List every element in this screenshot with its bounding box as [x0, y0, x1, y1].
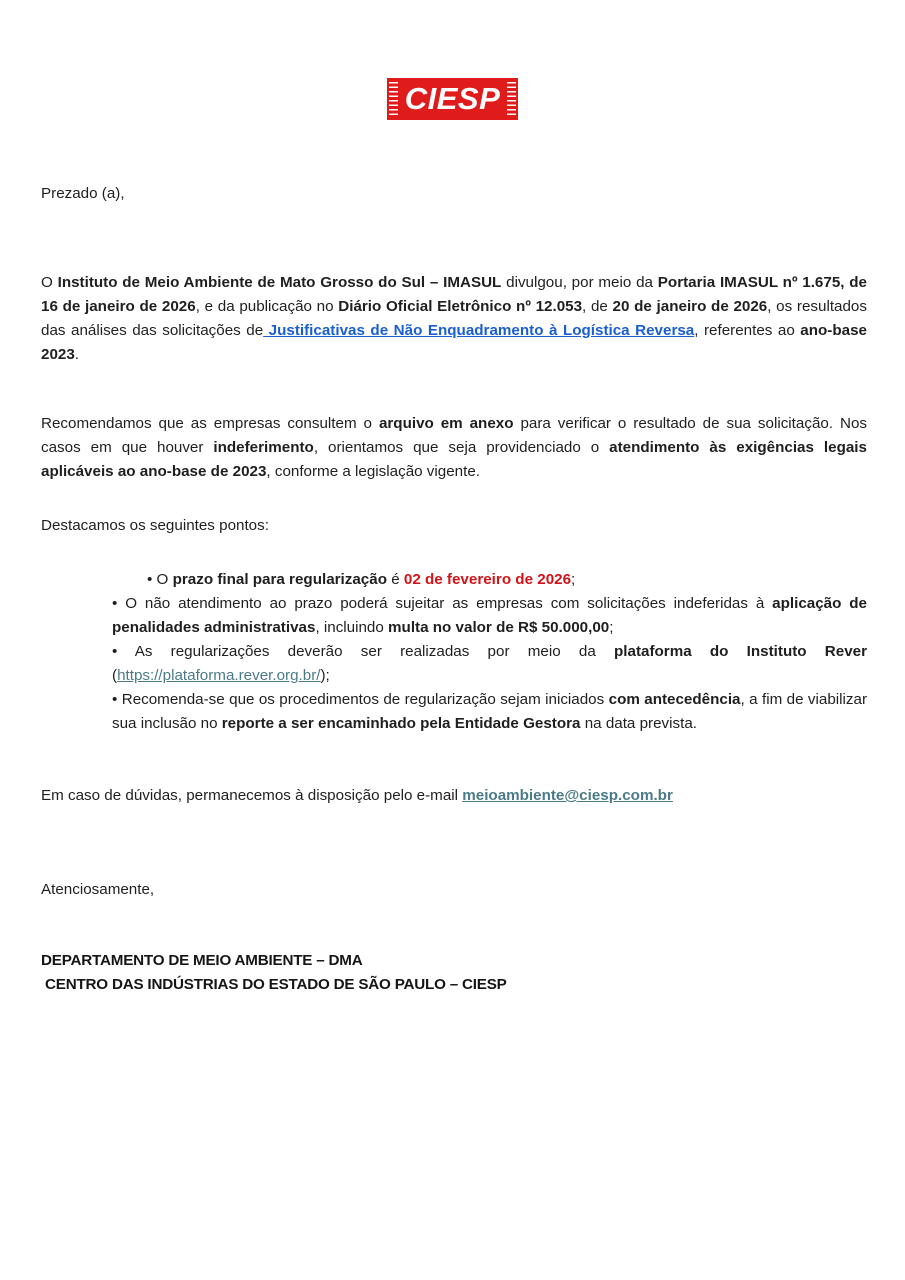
list-item: [107, 592, 867, 640]
b4-text-1: Recomenda-se que os procedimentos de regularização sejam iniciados: [117, 691, 609, 709]
p2-bold-anexo: arquivo em anexo: [378, 415, 514, 433]
b4-text-3: na data prevista.: [580, 715, 697, 733]
p2-text-4: , conforme a legislação vigente.: [266, 463, 480, 481]
b2-text-3: ;: [609, 619, 614, 637]
logo-stripes-left-icon: [389, 82, 398, 116]
link-email-meioambiente[interactable]: meioambiente@ciesp.com.br: [462, 787, 673, 805]
list-item: [107, 640, 867, 688]
p2-text-1: Recomendamos que as empresas consultem o: [41, 415, 379, 433]
link-plataforma-rever[interactable]: https://plataforma.rever.org.br/: [117, 667, 321, 685]
logo-wordmark: CIESP: [404, 81, 501, 116]
p1-text-4: , de: [582, 298, 613, 316]
b1-text-2: é: [386, 571, 404, 589]
signature-department: DEPARTAMENTO DE MEIO AMBIENTE – DMA: [41, 952, 363, 970]
p1-text-2: divulgou, por meio da: [501, 274, 658, 292]
b3-text-1: As regularizações deverão ser realizadas por meio da: [117, 643, 615, 661]
p1-text-5: , os resultados das análises das solicitações de: [41, 298, 867, 340]
closing-text: Atenciosamente,: [41, 881, 155, 899]
p2-bold-exigencias: atendimento às exigências legais aplicáveis ao ano-base de 2023: [41, 439, 867, 481]
p1-bold-data: 20 de janeiro de 2026: [612, 298, 768, 316]
b1-bold-prazo: prazo final para regularização: [172, 571, 387, 589]
p1-bold-anobase: ano-base 2023: [41, 322, 867, 364]
b4-bold-antecedencia: com antecedência: [608, 691, 741, 709]
signature-organization: CENTRO DAS INDÚSTRIAS DO ESTADO DE SÃO PAULO – CIESP: [45, 975, 507, 993]
paragraph-recomendacao: [41, 412, 867, 484]
bullet-marker-icon: •: [112, 595, 118, 613]
ciesp-logo: [387, 78, 519, 120]
list-item: [107, 688, 867, 736]
p2-bold-indeferimento: indeferimento: [213, 439, 314, 457]
bullet-marker-icon: •: [112, 643, 118, 661]
list-item: [107, 568, 867, 592]
p1-text-7: .: [74, 346, 80, 364]
p1-text-6: , referentes ao: [694, 322, 801, 340]
paragraph-contato: [41, 784, 867, 808]
greeting-text: Prezado (a),: [41, 185, 125, 202]
b2-bold-multa: multa no valor de R$ 50.000,00: [388, 619, 610, 637]
p1-bold-portaria: Portaria IMASUL nº 1.675, de 16 de janeiro de 2026: [41, 274, 867, 316]
b3-text-3: );: [320, 667, 330, 685]
p1-bold-diario: Diário Oficial Eletrônico nº 12.053: [338, 298, 583, 316]
paragraph-destacamos: Destacamos os seguintes pontos:: [41, 517, 269, 535]
b3-text-2: (: [112, 667, 118, 685]
logo-stripes-right-icon: [507, 82, 516, 116]
b1-red-deadline: 02 de fevereiro de 2026: [403, 571, 572, 589]
document-body: [0, 182, 905, 996]
b4-text-2: , a fim de viabilizar sua inclusão no: [112, 691, 867, 733]
email-line-text: Em caso de dúvidas, permanecemos à disposição pelo e-mail: [41, 787, 463, 805]
bullet-marker-icon: •: [112, 691, 118, 709]
link-justificativas[interactable]: Justificativas de Não Enquadramento à Logística Reversa: [263, 322, 695, 340]
b4-bold-reporte: reporte a ser encaminhado pela Entidade Gestora: [221, 715, 581, 733]
paragraph-imasul: [41, 271, 867, 367]
b1-text-3: ;: [571, 571, 576, 589]
logo-container: [0, 0, 905, 120]
b2-bold-penalidades: aplicação de penalidades administrativas: [112, 595, 867, 637]
p1-text-3: , e da publicação no: [195, 298, 339, 316]
p2-text-3: , orientamos que seja providenciado o: [313, 439, 610, 457]
p1-bold-imasul: Instituto de Meio Ambiente de Mato Grosso do Sul – IMASUL: [57, 274, 502, 292]
bullet-list: [41, 568, 867, 736]
signature-block: [41, 949, 867, 996]
b3-bold-plataforma: plataforma do Instituto Rever: [614, 643, 868, 661]
b2-text-2: , incluindo: [315, 619, 389, 637]
b2-text-1: O não atendimento ao prazo poderá sujeitar as empresas com solicitações indeferidas à: [117, 595, 773, 613]
b1-text-1: O: [152, 571, 173, 589]
p1-text-1: O: [41, 274, 58, 292]
bullet-marker-icon: •: [147, 571, 153, 589]
p2-text-2: para verificar o resultado de sua solicitação. Nos casos em que houver: [41, 415, 868, 457]
